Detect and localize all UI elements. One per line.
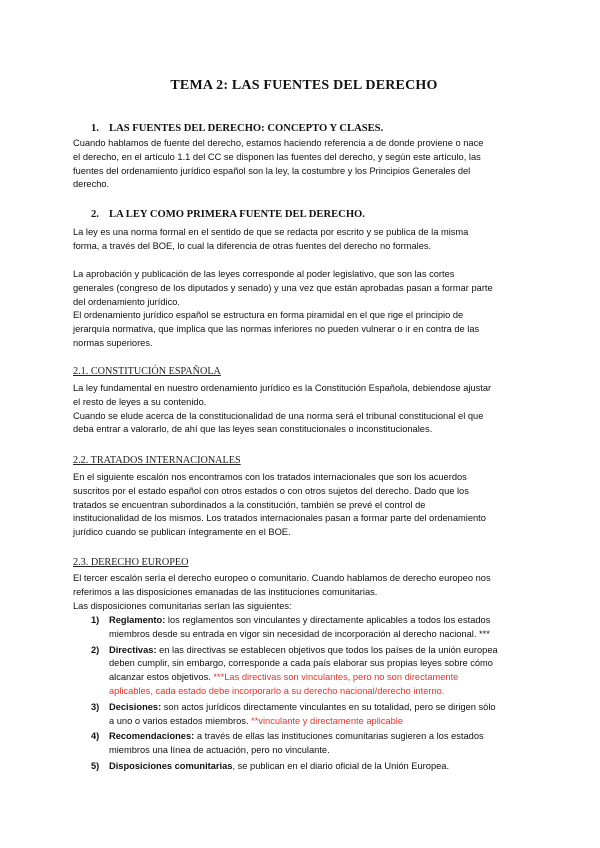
section-1-heading bbox=[91, 123, 383, 134]
page-title: TEMA 2: LAS FUENTES DEL DERECHO bbox=[170, 78, 438, 93]
subsection-2-2-paragraph bbox=[73, 471, 535, 540]
item-text: miembros desde su entrada en vigor sin necesidad de incorporación al derecho nacional. *** bbox=[109, 628, 490, 639]
item-term: Reglamento: bbox=[109, 615, 166, 625]
item-text: deben cumplir, sin embargo, corresponde a cada país elaborar sus propias leyes sobre cómo bbox=[109, 658, 493, 669]
text-line: suscritos por el estado español con otros estados o con otros sujetos del derecho. Dado que los bbox=[73, 485, 469, 496]
item-number: 2) bbox=[91, 644, 100, 655]
item-number: 4) bbox=[91, 731, 100, 742]
list-item bbox=[91, 644, 535, 699]
item-term: Directivas: bbox=[109, 644, 157, 655]
section-2-paragraph-2 bbox=[73, 268, 535, 351]
section-2-paragraph-1 bbox=[73, 226, 535, 254]
item-text: alcanzar estos objetivos. bbox=[109, 672, 214, 683]
item-text: a uno o varios estados miembros. bbox=[109, 715, 252, 726]
item-note: aplicables, cada estado debe incorporarlo a su derecho nacional/derecho interno. bbox=[109, 685, 445, 696]
text-line: tratados se encuentran subordinados a la constitución, también se prevé el control de bbox=[73, 499, 426, 510]
subsection-2-3-paragraph bbox=[73, 572, 535, 613]
text-line: La ley es una norma formal en el sentido de que se redacta por escrito y se publica de la misma bbox=[73, 227, 469, 237]
item-number: 3) bbox=[91, 701, 100, 712]
item-text: miembros una línea de actuación, pero no vinculante. bbox=[109, 745, 330, 756]
text-line: generales (congreso de los diputados y senado) y una vez que están aprobadas pasan a formar parte bbox=[73, 282, 493, 293]
text-line: normas superiores. bbox=[73, 337, 153, 348]
text-line: el resto de leyes a su contenido. bbox=[73, 396, 207, 407]
text-line: fuentes del ordenamiento jurídico español son la ley, la costumbre y los Principios Generales del bbox=[73, 165, 471, 176]
text-line: del ordenamiento jurídico. bbox=[73, 296, 180, 307]
item-number: 5) bbox=[91, 760, 100, 771]
item-note: ***Las directivas son vinculantes, pero no son directamente bbox=[213, 672, 459, 683]
text-line: forma, a través del BOE, lo cual la diferencia de otras fuentes del derecho no formales. bbox=[73, 240, 432, 251]
item-text: en las directivas se establecen objetivos que todos los países de la unión europea bbox=[156, 644, 498, 655]
item-text: a través de ellas las instituciones comunitarias sugieren a los estados bbox=[194, 731, 484, 742]
item-text: , se publican en el diario oficial de la Unión Europea. bbox=[232, 760, 450, 771]
text-line: derecho. bbox=[73, 179, 110, 190]
text-line: La aprobación y publicación de las leyes corresponde al poder legislativo, que son las cortes bbox=[73, 269, 455, 279]
item-note: **vinculante y directamente aplicable bbox=[251, 715, 404, 726]
text-line: referimos a las disposiciones emanadas de las instituciones comunitarias. bbox=[73, 586, 378, 597]
section-number: 2. bbox=[91, 209, 99, 220]
subsection-2-1-paragraph bbox=[73, 382, 535, 437]
item-term: Disposiciones comunitarias bbox=[109, 760, 233, 771]
subsection-2-3-heading: 2.3. DERECHO EUROPEO bbox=[73, 557, 189, 568]
item-text: los reglamentos son vinculantes y directamente aplicables a todos los estados bbox=[165, 615, 491, 625]
text-line: Cuando hablamos de fuente del derecho, estamos haciendo referencia a de donde proviene o nace bbox=[73, 138, 484, 148]
text-line: En el siguiente escalón nos encontramos con los tratados internacionales que son los acuerdos bbox=[73, 472, 467, 482]
item-number: 1) bbox=[91, 615, 100, 625]
text-line: deba entrar a valorarlo, de ahí que las leyes sean constitucionales o inconstitucionales. bbox=[73, 424, 433, 435]
item-text: son actos jurídicos directamente vinculantes en su totalidad, pero se dirigen sólo bbox=[161, 701, 496, 712]
item-term: Recomendaciones: bbox=[109, 731, 195, 742]
subsection-2-2-heading: 2.2. TRATADOS INTERNACIONALES bbox=[73, 455, 241, 466]
list-item bbox=[91, 614, 535, 642]
text-line: El ordenamiento jurídico español se estructura en forma piramidal en el que rige el principio de bbox=[73, 310, 464, 321]
text-line: jurídico cuando se publican íntegramente en el BOE. bbox=[73, 527, 291, 538]
text-line: institucionalidad de los mismos. Los tratados internacionales pasan a formar parte del ordenamiento bbox=[73, 513, 486, 524]
text-line: el derecho, en el artículo 1.1 del CC se disponen las fuentes del derecho, y según este artículo, las bbox=[73, 151, 481, 162]
section-2-heading bbox=[91, 209, 365, 220]
text-line: Las disposiciones comunitarias serían las siguientes: bbox=[73, 600, 292, 611]
text-line: Cuando se elude acerca de la constitucionalidad de una norma será el tribunal constitucional el que bbox=[73, 410, 484, 421]
subsection-2-1-heading: 2.1. CONSTITUCIÓN ESPAÑOLA bbox=[73, 366, 221, 377]
text-line: El tercer escalón sería el derecho europeo o comunitario. Cuando hablamos de derecho europeo nos bbox=[73, 573, 491, 583]
list-item bbox=[91, 701, 535, 729]
list-item bbox=[91, 760, 535, 774]
item-term: Decisiones: bbox=[109, 701, 162, 712]
section-number: 1. bbox=[91, 123, 99, 134]
section-1-paragraph bbox=[73, 137, 535, 192]
text-line: La ley fundamental en nuestro ordenamiento jurídico es la Constitución Española, debiendose ajustar bbox=[73, 383, 492, 393]
disposiciones-list bbox=[91, 614, 535, 774]
section-title: LAS FUENTES DEL DERECHO: CONCEPTO Y CLASES. bbox=[109, 123, 384, 134]
list-item bbox=[91, 730, 535, 758]
text-line: jerarquía normativa, que implica que las normas inferiores no pueden vulnerar o ir en contra de las bbox=[73, 324, 480, 335]
section-title: LA LEY COMO PRIMERA FUENTE DEL DERECHO. bbox=[109, 209, 365, 220]
